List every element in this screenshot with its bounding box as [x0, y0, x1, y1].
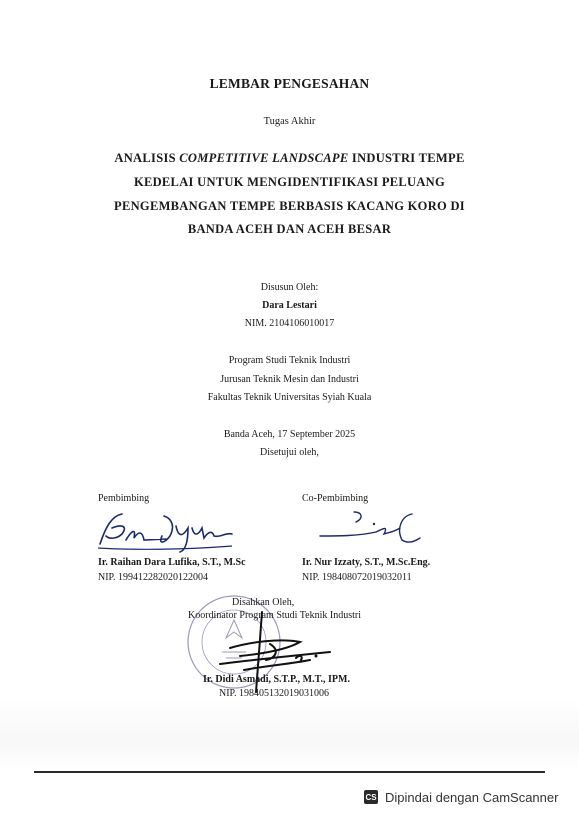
supervisor-role: Pembimbing — [98, 493, 150, 504]
thesis-title-line-2: KEDELAI UNTUK MENGIDENTIFIKASI PELUANG — [133, 175, 446, 189]
co-supervisor-signature — [318, 506, 428, 548]
scan-haze — [0, 700, 579, 770]
coordinator-role: Koordinator Program Studi Teknik Industri — [188, 610, 361, 621]
thesis-title-post: INDUSTRI TEMPE — [348, 151, 465, 165]
co-supervisor-name: Ir. Nur Izzaty, S.T., M.Sc.Eng. — [302, 557, 431, 568]
co-supervisor-role: Co-Pembimbing — [302, 493, 369, 504]
thesis-title-pre: ANALISIS — [114, 151, 180, 165]
department: Jurusan Teknik Mesin dan Industri — [220, 374, 359, 385]
supervisor-name: Ir. Raihan Dara Lufika, S.T., M.Sc — [98, 557, 246, 568]
scan-edge-line — [34, 771, 545, 773]
approved-by: Disetujui oleh, — [260, 447, 319, 458]
document-type: Tugas Akhir — [263, 116, 316, 127]
camscanner-logo-icon: CS — [364, 790, 378, 804]
page-title: LEMBAR PENGESAHAN — [209, 76, 370, 91]
supervisor-nip: NIP. 199412282020122004 — [98, 572, 209, 583]
thesis-title-line-1 — [0, 151, 579, 166]
place-date: Banda Aceh, 17 September 2025 — [223, 429, 356, 440]
camscanner-label: Dipindai dengan CamScanner — [385, 789, 559, 805]
ratified-label: Disahkan Oleh, — [232, 597, 295, 608]
faculty: Fakultas Teknik Universitas Syiah Kuala — [207, 392, 372, 403]
coordinator-nip: NIP. 198405132019031006 — [219, 688, 330, 699]
coordinator-name: Ir. Didi Asmadi, S.T.P., M.T., IPM. — [203, 674, 350, 685]
thesis-title-italic: COMPETITIVE LANDSCAPE — [179, 151, 349, 165]
supervisor-signature — [92, 506, 242, 556]
camscanner-watermark — [364, 785, 558, 809]
author-label: Disusun Oleh: — [260, 282, 319, 293]
thesis-title-line-4: BANDA ACEH DAN ACEH BESAR — [187, 222, 392, 236]
thesis-title-line-3: PENGEMBANGAN TEMPE BERBASIS KACANG KORO DI — [114, 199, 465, 213]
study-program: Program Studi Teknik Industri — [228, 355, 351, 366]
author-nim: NIM. 2104106010017 — [244, 318, 335, 329]
author-name: Dara Lestari — [262, 300, 317, 311]
co-supervisor-nip: NIP. 198408072019032011 — [302, 572, 412, 583]
